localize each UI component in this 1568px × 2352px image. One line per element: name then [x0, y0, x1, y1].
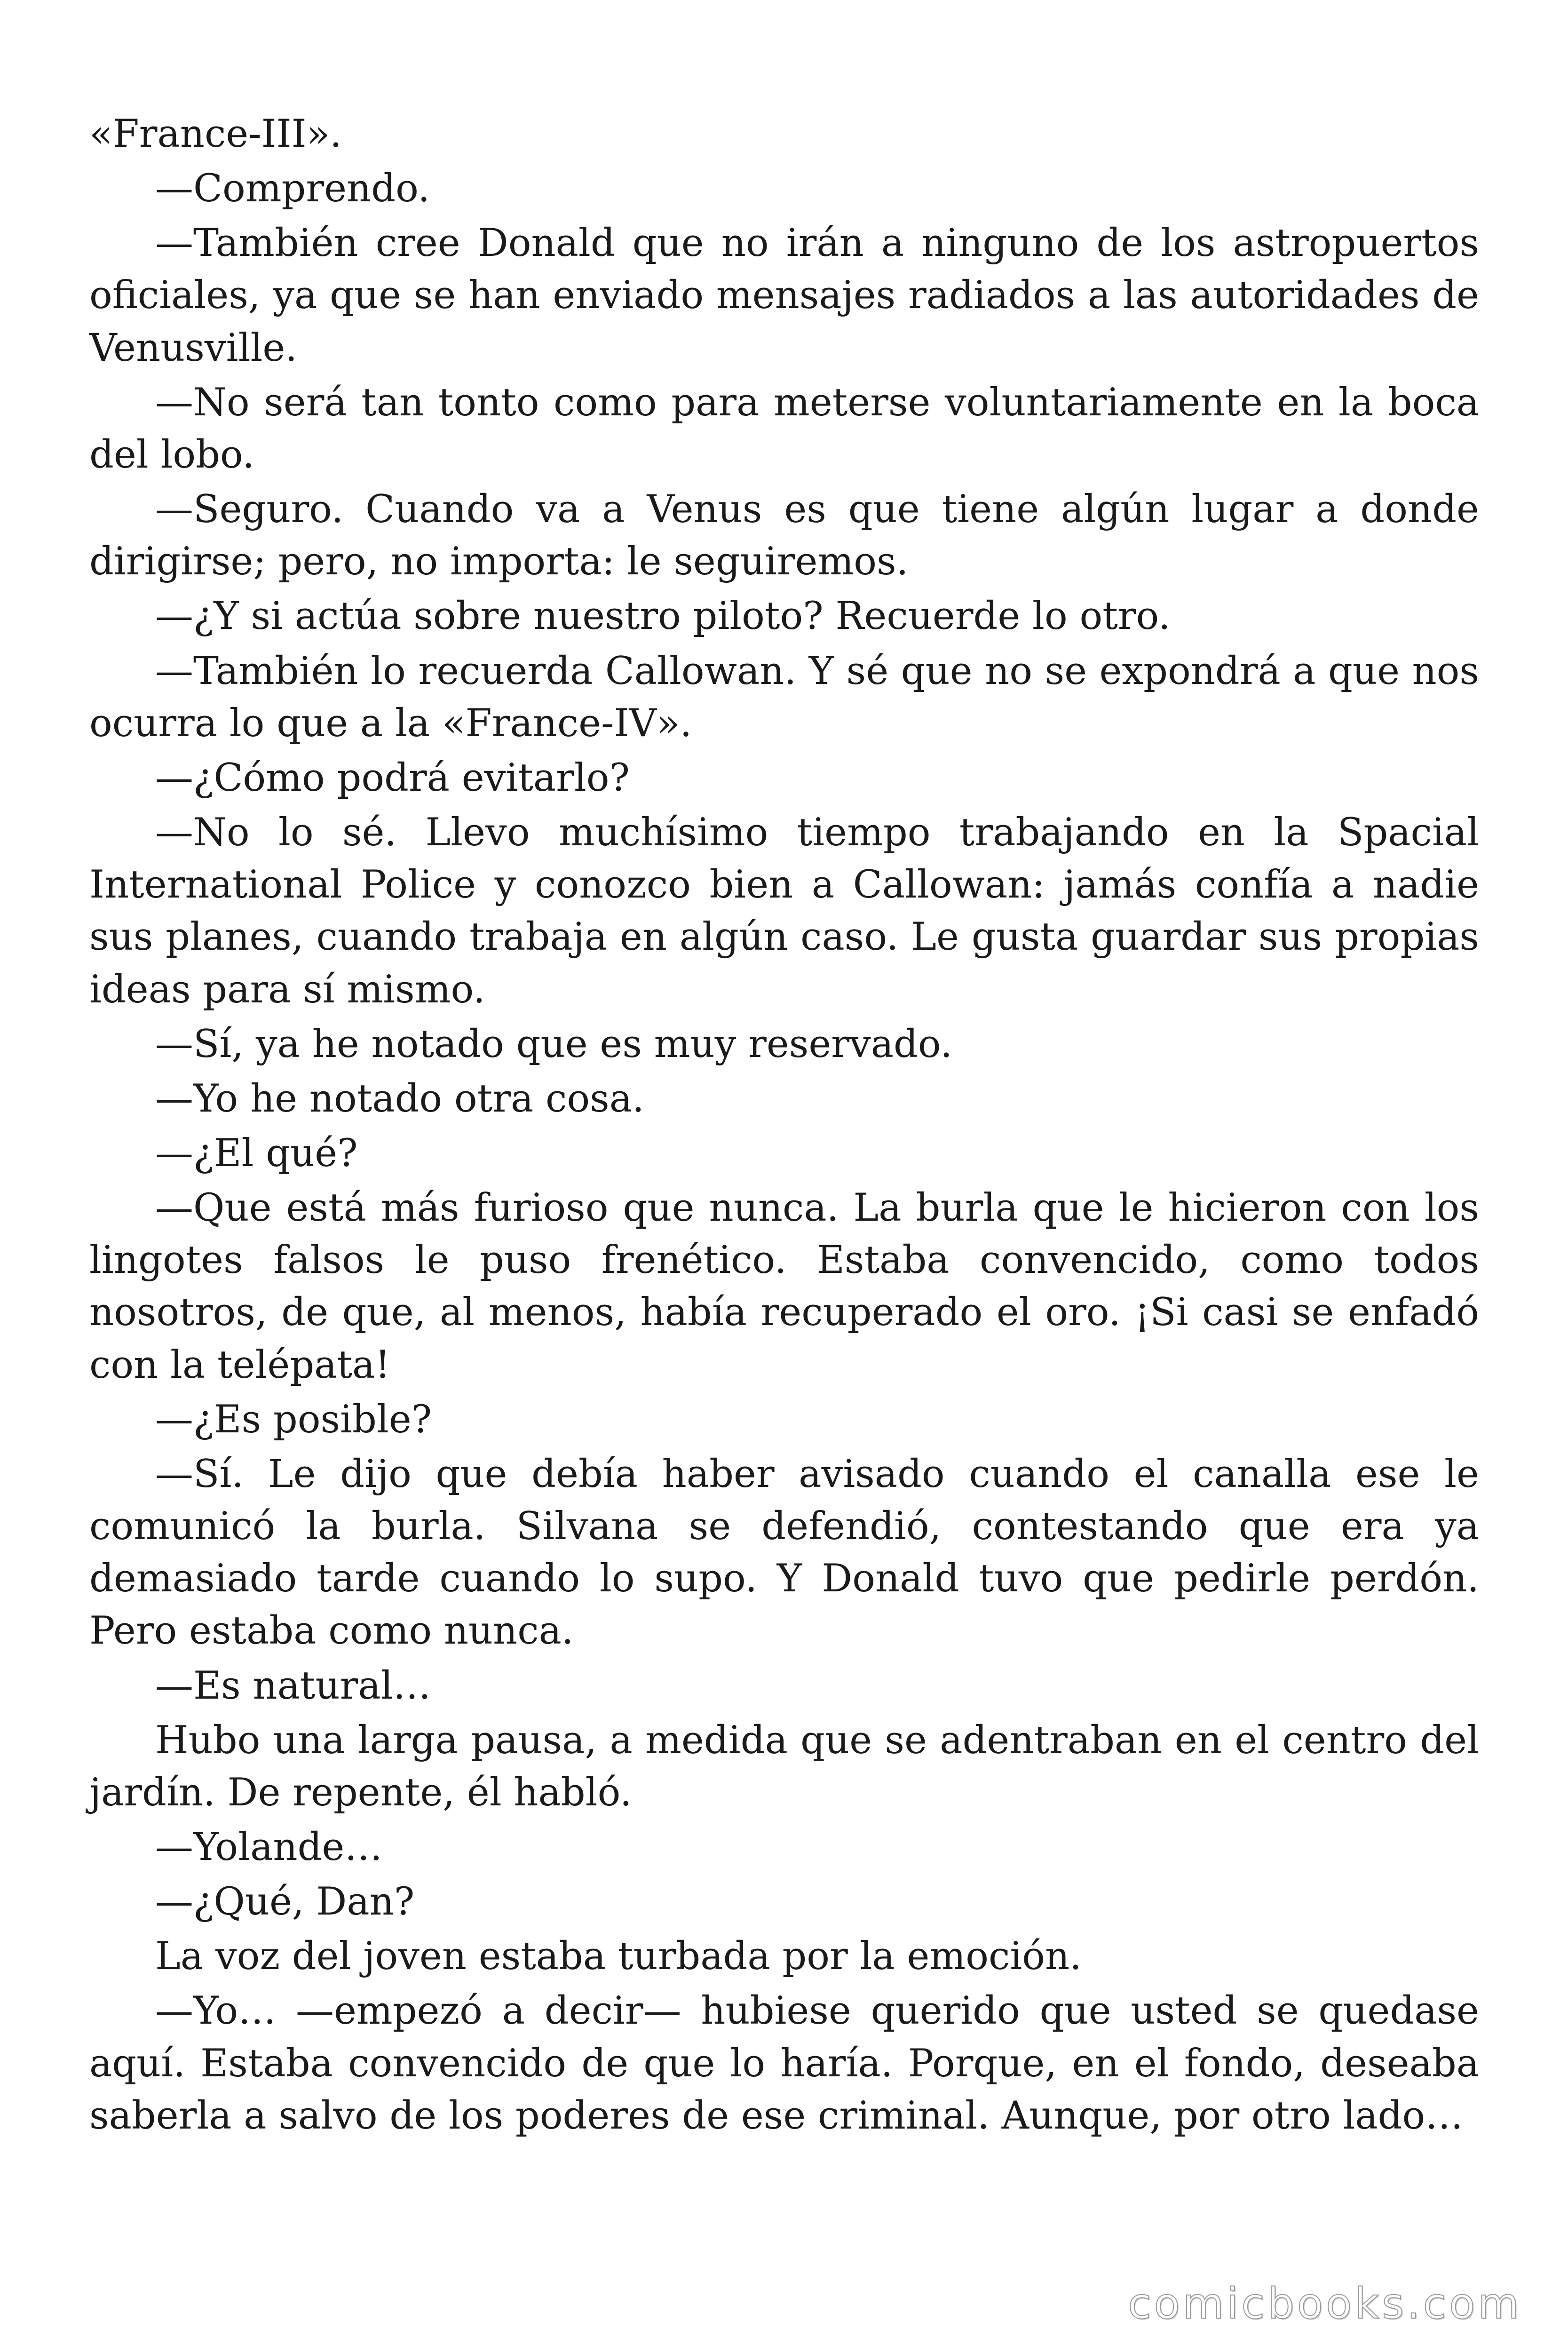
watermark-logo: comicbooks.com	[1128, 2279, 1522, 2328]
paragraph: —Yo he notado otra cosa.	[155, 1076, 644, 1121]
paragraph: —Sí. Le dijo que debía haber avisado cuando el canalla ese le comunicó la burla. Silvana se defendió, contestando que era ya demasiado tarde cuando lo supo. Y Donald tuvo que pedirle perdón. Pero estaba como nunca.	[89, 1452, 1479, 1653]
paragraph: —Seguro. Cuando va a Venus es que tiene algún lugar a donde dirigirse; pero, no importa: le seguiremos.	[89, 487, 1479, 584]
paragraph: —¿Cómo podrá evitarlo?	[155, 755, 630, 800]
paragraph: —¿Es posible?	[155, 1397, 432, 1442]
paragraph: «France-III».	[89, 112, 342, 156]
paragraph: —¿El qué?	[155, 1131, 358, 1176]
paragraph: —También cree Donald que no irán a ninguno de los astropuertos oficiales, ya que se han enviado mensajes radiados a las autoridades de Venusville.	[89, 221, 1479, 370]
paragraph: —También lo recuerda Callowan. Y sé que no se expondrá a que nos ocurra lo que a la «France-IV».	[89, 649, 1479, 746]
paragraph: —No será tan tonto como para meterse voluntariamente en la boca del lobo.	[89, 380, 1479, 477]
paragraph: —Sí, ya he notado que es muy reservado.	[155, 1022, 952, 1066]
paragraph: —No lo sé. Llevo muchísimo tiempo trabajando en la Spacial International Police y conozco bien a Callowan: jamás confía a nadie sus planes, cuando trabaja en algún caso. Le gusta guardar sus propias ideas para sí mismo.	[89, 810, 1479, 1012]
paragraph: —Yolande…	[155, 1825, 383, 1869]
paragraph: La voz del joven estaba turbada por la emoción.	[155, 1934, 1082, 1979]
paragraph: Hubo una larga pausa, a medida que se adentraban en el centro del jardín. De repente, él habló.	[89, 1718, 1479, 1815]
paragraph: —Comprendo.	[155, 167, 430, 211]
paragraph: —Es natural…	[155, 1663, 431, 1708]
paragraph: —¿Qué, Dan?	[155, 1880, 415, 1924]
paragraph: —¿Y si actúa sobre nuestro piloto? Recuerde lo otro.	[155, 594, 1171, 639]
paragraph: —Que está más furioso que nunca. La burla que le hicieron con los lingotes falsos le puso frenético. Estaba convencido, como todos nosotros, de que, al menos, había recuperado el oro. ¡Si casi se enfadó con la telépata!	[89, 1186, 1479, 1387]
paragraph: —Yo… —empezó a decir— hubiese querido que usted se quedase aquí. Estaba convencido de que lo haría. Porque, en el fondo, deseaba saberla a salvo de los poderes de ese criminal. Aunque, por otro lado…	[89, 1989, 1479, 2138]
body-text	[89, 108, 1479, 2145]
